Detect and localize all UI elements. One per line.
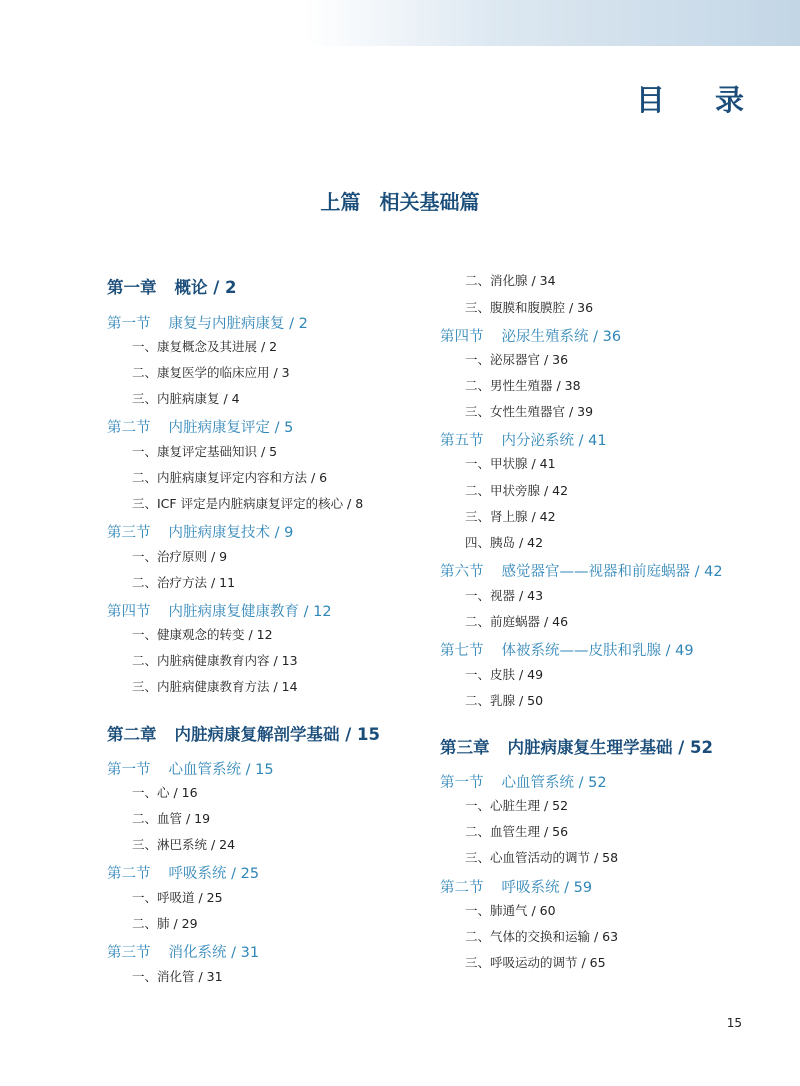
toc-item: 二、乳腺 / 50 xyxy=(465,693,544,708)
chapter-title: 内脏病康复解剖学基础 / 15 xyxy=(174,725,380,744)
section-label: 第一节 xyxy=(440,775,484,791)
section-label: 第二节 xyxy=(440,880,484,896)
toc-item: 二、肺 / 29 xyxy=(132,916,198,931)
toc-item: 二、气体的交换和运输 / 63 xyxy=(465,929,619,944)
section-label: 第三节 xyxy=(107,525,151,541)
toc-item: 一、康复评定基础知识 / 5 xyxy=(132,444,278,459)
toc-section xyxy=(107,521,293,542)
section-title: 呼吸系统 / 25 xyxy=(168,866,260,882)
chapter-label: 第一章 xyxy=(107,278,157,297)
section-label: 第四节 xyxy=(107,604,151,620)
section-title: 消化系统 / 31 xyxy=(168,945,260,961)
toc-item: 三、腹膜和腹膜腔 / 36 xyxy=(465,300,594,315)
toc-item: 三、ICF 评定是内脏病康复评定的核心 / 8 xyxy=(132,496,364,511)
toc-item: 一、呼吸道 / 25 xyxy=(132,890,223,905)
section-title: 内分泌系统 / 41 xyxy=(501,433,607,449)
toc-section xyxy=(440,325,621,346)
toc-section xyxy=(107,312,308,333)
toc-item: 三、肾上腺 / 42 xyxy=(465,509,556,524)
section-title: 内脏病康复健康教育 / 12 xyxy=(168,604,332,620)
page-title: 目 录 xyxy=(635,83,764,117)
section-label: 第七节 xyxy=(440,643,484,659)
section-title: 呼吸系统 / 59 xyxy=(501,880,593,896)
section-label: 第一节 xyxy=(107,316,151,332)
toc-item: 一、泌尿器官 / 36 xyxy=(465,352,569,367)
toc-item: 二、治疗方法 / 11 xyxy=(132,575,236,590)
section-title: 康复与内脏病康复 / 2 xyxy=(168,316,308,332)
toc-item: 二、男性生殖器 / 38 xyxy=(465,378,581,393)
toc-item: 二、前庭蜗器 / 46 xyxy=(465,614,569,629)
toc-section xyxy=(107,941,259,962)
toc-section xyxy=(107,416,293,437)
toc-item: 一、视器 / 43 xyxy=(465,588,544,603)
toc-item: 三、淋巴系统 / 24 xyxy=(132,837,236,852)
part-title: 上篇 相关基础篇 xyxy=(320,190,480,214)
toc-item: 三、内脏病康复 / 4 xyxy=(132,391,240,406)
section-label: 第二节 xyxy=(107,420,151,436)
toc-section xyxy=(440,639,694,660)
section-label: 第二节 xyxy=(107,866,151,882)
section-title: 心血管系统 / 52 xyxy=(501,775,607,791)
toc-section xyxy=(440,771,607,792)
toc-item: 一、甲状腺 / 41 xyxy=(465,456,556,471)
toc-section xyxy=(440,560,723,581)
chapter-label: 第三章 xyxy=(440,738,490,757)
section-title: 心血管系统 / 15 xyxy=(168,762,274,778)
toc-chapter xyxy=(107,274,237,298)
toc-item: 一、康复概念及其进展 / 2 xyxy=(132,339,278,354)
toc-section xyxy=(440,429,607,450)
toc-section xyxy=(107,758,274,779)
section-label: 第四节 xyxy=(440,329,484,345)
toc-item: 二、血管 / 19 xyxy=(132,811,211,826)
section-title: 泌尿生殖系统 / 36 xyxy=(501,329,622,345)
toc-item: 二、甲状旁腺 / 42 xyxy=(465,483,569,498)
section-label: 第五节 xyxy=(440,433,484,449)
toc-item: 四、胰岛 / 42 xyxy=(465,535,544,550)
section-label: 第三节 xyxy=(107,945,151,961)
toc-item: 二、血管生理 / 56 xyxy=(465,824,569,839)
toc-chapter xyxy=(440,734,713,758)
toc-section xyxy=(107,862,259,883)
section-title: 体被系统——皮肤和乳腺 / 49 xyxy=(501,643,694,659)
chapter-title: 内脏病康复生理学基础 / 52 xyxy=(507,738,713,757)
section-title: 内脏病康复技术 / 9 xyxy=(168,525,294,541)
toc-item: 一、心脏生理 / 52 xyxy=(465,798,569,813)
toc-chapter xyxy=(107,721,380,745)
header-band xyxy=(0,0,800,46)
toc-item: 二、康复医学的临床应用 / 3 xyxy=(132,365,290,380)
toc-item: 一、治疗原则 / 9 xyxy=(132,549,228,564)
toc-section xyxy=(440,876,592,897)
section-title: 内脏病康复评定 / 5 xyxy=(168,420,294,436)
toc-item: 三、心血管活动的调节 / 58 xyxy=(465,850,619,865)
chapter-title: 概论 / 2 xyxy=(174,278,237,297)
chapter-label: 第二章 xyxy=(107,725,157,744)
toc-section xyxy=(107,600,332,621)
toc-item: 三、内脏病健康教育方法 / 14 xyxy=(132,679,298,694)
toc-item: 一、健康观念的转变 / 12 xyxy=(132,627,273,642)
toc-item: 一、肺通气 / 60 xyxy=(465,903,556,918)
toc-item: 三、女性生殖器官 / 39 xyxy=(465,404,594,419)
page-number: 15 xyxy=(726,1016,742,1030)
section-label: 第六节 xyxy=(440,564,484,580)
toc-item: 一、消化管 / 31 xyxy=(132,969,223,984)
section-title: 感觉器官——视器和前庭蜗器 / 42 xyxy=(501,564,723,580)
toc-item: 一、心 / 16 xyxy=(132,785,198,800)
toc-item: 二、内脏病康复评定内容和方法 / 6 xyxy=(132,470,328,485)
toc-item: 二、内脏病健康教育内容 / 13 xyxy=(132,653,298,668)
toc-item: 三、呼吸运动的调节 / 65 xyxy=(465,955,606,970)
toc-item: 一、皮肤 / 49 xyxy=(465,667,544,682)
section-label: 第一节 xyxy=(107,762,151,778)
toc-item: 二、消化腺 / 34 xyxy=(465,273,556,288)
